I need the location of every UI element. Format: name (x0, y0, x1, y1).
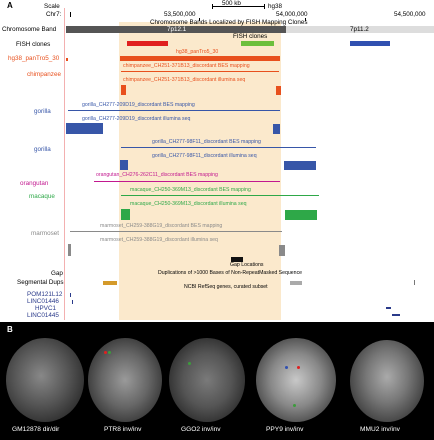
gene-label: LINC01446 (27, 298, 59, 305)
alignment-mark-left (66, 58, 68, 61)
gene-label: HPVC1 (35, 305, 56, 312)
track-label-chimpanzee: chimpanzee (27, 71, 61, 78)
image-caption: MMU2 inv/inv (360, 426, 400, 433)
scale-bar-tick-left (212, 4, 213, 9)
gene-label: POM121L12 (27, 291, 63, 298)
panel-a-label: A (7, 1, 13, 10)
coverage-gorilla1-left (66, 123, 103, 134)
segdup-block (103, 281, 117, 285)
bes-mapping-orangutan (94, 180, 280, 183)
track-label-macaque: macaque (29, 193, 55, 200)
scale-value: 500 kb (222, 0, 241, 7)
coverage-chimp-left (121, 85, 126, 95)
fish-signal-dot (285, 366, 288, 369)
bes-mapping-macaque (121, 194, 319, 197)
image-caption: GM12878 dir/dir (12, 426, 60, 433)
fish-track-title: FISH clones (233, 33, 268, 40)
gene-feature (70, 293, 71, 297)
fish-signal-dot (104, 351, 107, 354)
coverage-chimp-right (276, 86, 281, 95)
coord-tick-label: 54,500,000 (394, 11, 426, 18)
track-title-chimp-illumina: chimpanzee_CH251-371B13_discordant illumina seq (123, 77, 246, 83)
alignment-block-hg38-pantro5 (120, 56, 280, 61)
panel-b-label: B (7, 325, 13, 334)
coverage-macaque-right (285, 210, 317, 220)
track-label-gorilla-2: gorilla (34, 146, 51, 153)
chrom-label: Chr7: (46, 11, 62, 18)
nucleus-image (88, 338, 162, 422)
gene-feature (72, 300, 73, 304)
bes-mapping-chimp (121, 70, 279, 73)
track-title-hg38-pantro5: hg38_panTro5_30 (176, 49, 219, 55)
coord-tick-start (70, 12, 71, 17)
track-label-gorilla-1: gorilla (34, 108, 51, 115)
coverage-gorilla1-right (273, 124, 280, 134)
segdup-block (290, 281, 302, 285)
image-caption: GGO2 inv/inv (181, 426, 221, 433)
track-title-chimp-bes: chimpanzee_CH251-371B13_discordant BES mapping (123, 63, 250, 69)
track-title-segdups: Duplications of >1000 Bases of Non-RepeatMasked Sequence (158, 270, 303, 276)
fish-signal-dot (188, 362, 191, 365)
nucleus-image (256, 338, 336, 422)
track-title-refseq: NCBI RefSeq genes, curated subset (184, 284, 268, 290)
track-title-gap-locations: Gap Locations (230, 262, 264, 268)
coverage-gorilla2-right (284, 161, 316, 170)
coord-tick-label: 54,000,000 (276, 11, 308, 18)
coord-tick-label: 53,500,000 (164, 11, 196, 18)
fish-signal-dot (297, 366, 300, 369)
band-name-7p12-1: 7p12.1 (167, 26, 187, 33)
assembly-label: hg38 (268, 3, 283, 10)
scale-bar-tick-right (264, 4, 265, 9)
track-label-fish: FISH clones (16, 41, 51, 48)
coverage-marmoset-right (279, 245, 285, 256)
fish-signal-dot (293, 404, 296, 407)
panel-b-fish-images (0, 322, 434, 440)
track-label-hg38-pantro5: hg38_panTro5_30 (8, 55, 60, 62)
fish-signal-dot (108, 351, 111, 354)
track-label-gap: Gap (51, 270, 63, 277)
gene-feature (392, 314, 400, 316)
track-title-gorilla1-bes: gorilla_CH277-209D19_discordant BES mapping (82, 102, 195, 108)
fish-clone-green (241, 41, 274, 46)
track-label-segdups: Segmental Dups (17, 279, 64, 286)
band-track-title: Chromosome Bands Localized by FISH Mapping Clones (150, 19, 308, 26)
coverage-marmoset-left (68, 244, 71, 256)
nucleus-image (6, 338, 84, 422)
nucleus-image (350, 340, 424, 422)
bes-mapping-marmoset (70, 230, 282, 233)
bes-mapping-gorilla2 (121, 146, 316, 149)
gene-label: LINC01445 (27, 312, 59, 319)
fish-clone-red (127, 41, 168, 46)
gap-block (231, 257, 243, 262)
bes-mapping-gorilla1 (68, 109, 280, 112)
image-caption: PTR8 inv/inv (104, 426, 142, 433)
track-title-gorilla1-illumina: gorilla_CH277-209D19_discordant illumina seq (82, 116, 191, 122)
segdup-block (414, 280, 415, 285)
scale-label: Scale (44, 3, 60, 10)
track-title-marmoset-illumina: marmoset_CH259-388G19_discordant illumina seq (100, 237, 218, 243)
track-label-marmoset: marmoset (31, 230, 59, 237)
left-guide-line (64, 8, 65, 320)
gene-feature (386, 307, 391, 309)
fish-clone-blue (350, 41, 390, 46)
nucleus-image (169, 338, 245, 422)
track-title-orangutan-bes: orangutan_CH276-262C11_discordant BES mapping (96, 172, 218, 178)
track-title-gorilla2-illumina: gorilla_CH277-98F11_discordant illumina seq (152, 153, 257, 159)
band-row-label: Chromosome Band (2, 26, 57, 33)
track-title-marmoset-bes: marmoset_CH259-388G19_discordant BES mapping (100, 223, 223, 229)
track-title-macaque-bes: macaque_CH250-369M13_discordant BES mapping (130, 187, 251, 193)
track-title-gorilla2-bes: gorilla_CH277-98F11_discordant BES mapping (152, 139, 261, 145)
coverage-gorilla2-left (120, 160, 128, 170)
track-label-orangutan: orangutan (20, 180, 49, 187)
coverage-macaque-left (121, 209, 130, 220)
track-title-macaque-illumina: macaque_CH250-369M13_discordant illumina seq (130, 201, 247, 207)
band-name-7p11-2: 7p11.2 (350, 26, 369, 33)
image-caption: PPY9 inv/inv (266, 426, 304, 433)
